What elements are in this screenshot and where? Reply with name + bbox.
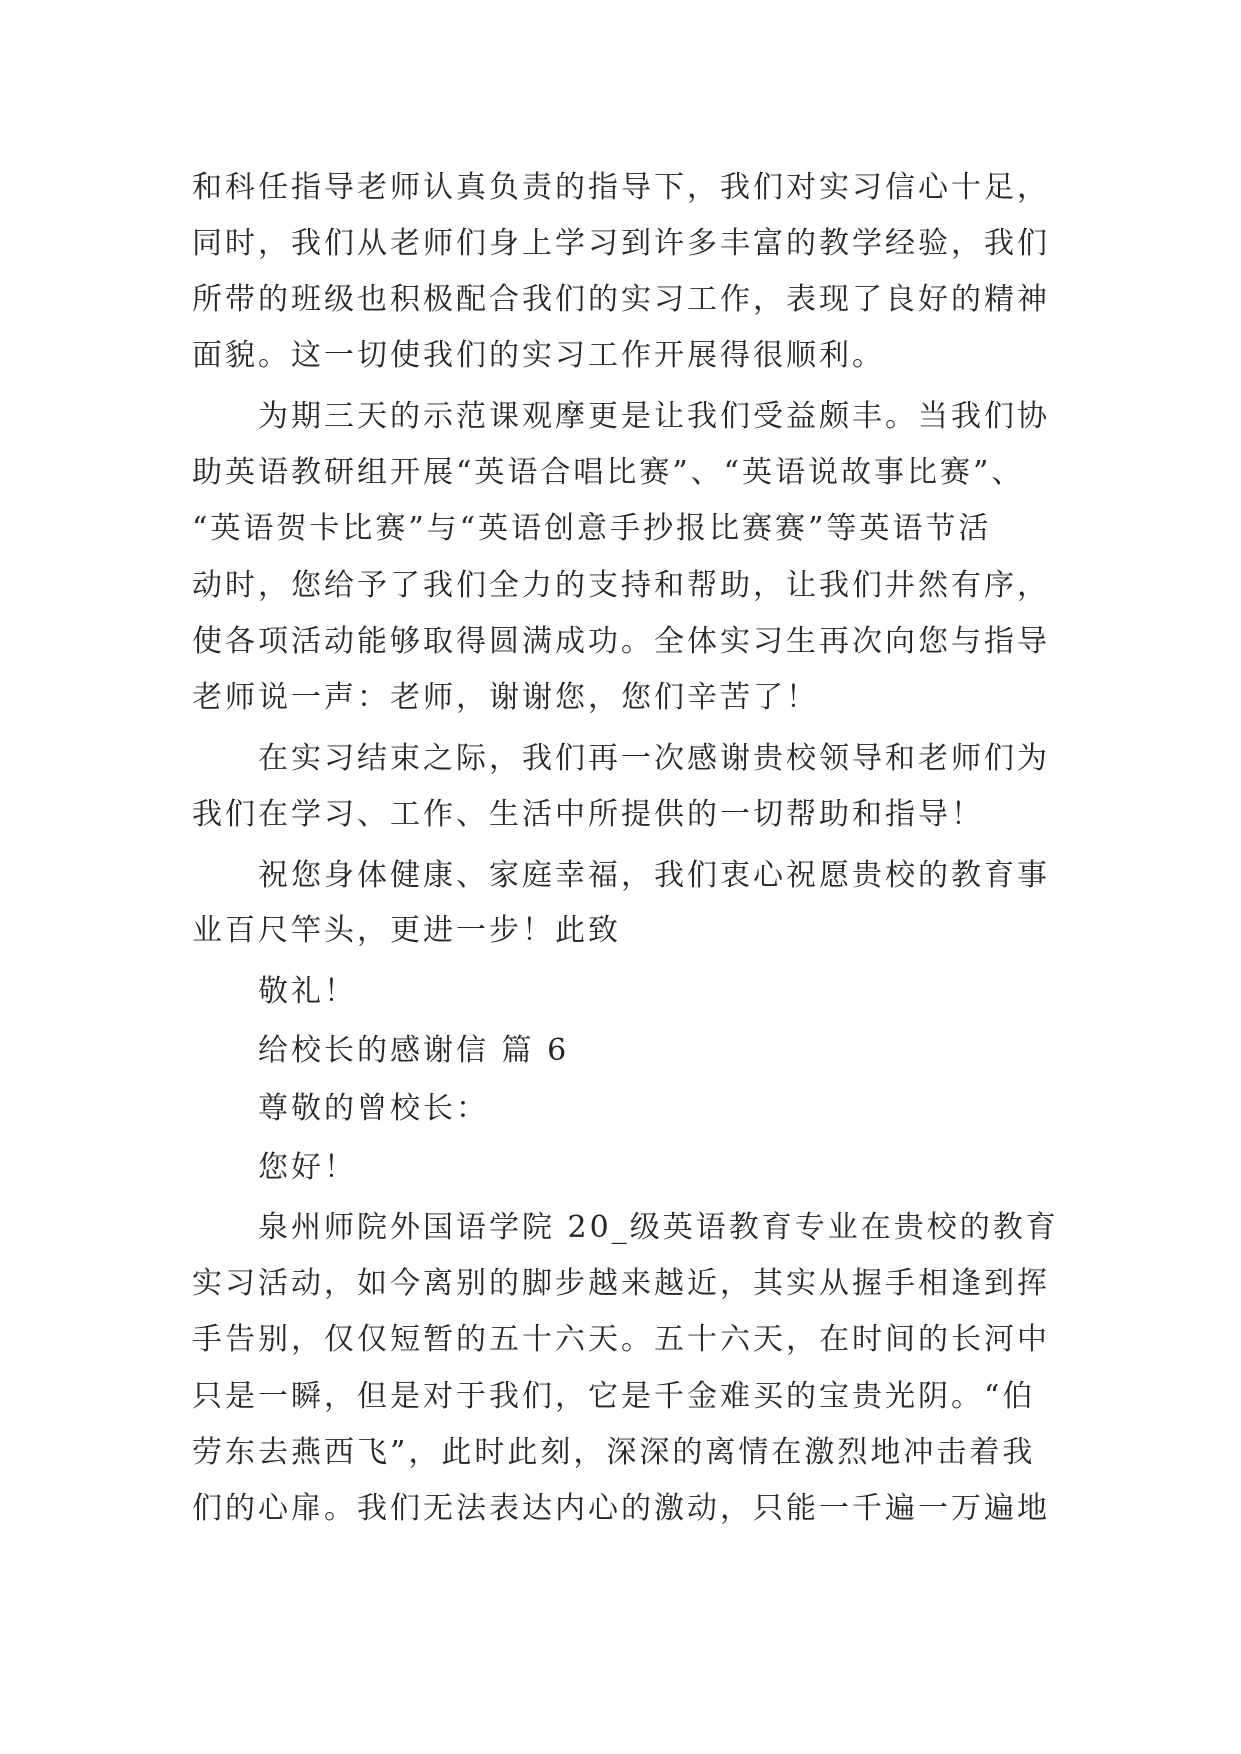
text-line: 们的心扉。我们无法表达内心的激动，只能一千遍一万遍地 xyxy=(192,1491,1050,1526)
text-line: 和科任指导老师认真负责的指导下，我们对实习信心十足， xyxy=(192,170,1050,205)
text-line: 助英语教研组开展“英语合唱比赛”、“英语说故事比赛”、 xyxy=(192,455,1025,490)
text-line: 使各项活动能够取得圆满成功。全体实习生再次向您与指导 xyxy=(192,624,1050,659)
text-line: 同时，我们从老师们身上学习到许多丰富的教学经验，我们 xyxy=(192,226,1050,261)
text-line: 只是一瞬，但是对于我们，它是千金难买的宝贵光阴。“伯 xyxy=(192,1379,1036,1414)
text-line: 面貌。这一切使我们的实习工作开展得很顺利。 xyxy=(192,338,885,373)
text-line: 业百尺竿头，更进一步！此致 xyxy=(192,913,621,948)
text-line: 我们在学习、工作、生活中所提供的一切帮助和指导！ xyxy=(192,797,984,832)
greeting: 您好！ xyxy=(258,1150,357,1185)
text-line: 劳东去燕西飞”，此时此刻，深深的离情在激烈地冲击着我 xyxy=(192,1435,1036,1470)
paragraph-start-line: 在实习结束之际，我们再一次感谢贵校领导和老师们为 xyxy=(258,741,1050,776)
section-heading: 给校长的感谢信 篇 6 xyxy=(258,1033,570,1068)
text-line: “英语贺卡比赛”与“英语创意手抄报比赛赛”等英语节活 xyxy=(192,511,992,546)
salutation: 尊敬的曾校长： xyxy=(258,1091,489,1126)
paragraph-start-line: 祝您身体健康、家庭幸福，我们衷心祝愿贵校的教育事 xyxy=(258,858,1050,893)
text-line: 老师说一声：老师，谢谢您，您们辛苦了！ xyxy=(192,680,819,715)
text-line: 手告别，仅仅短暂的五十六天。五十六天，在时间的长河中 xyxy=(192,1322,1050,1357)
paragraph-start-line: 泉州师院外国语学院 20_级英语教育专业在贵校的教育 xyxy=(258,1210,1059,1245)
text-line: 所带的班级也积极配合我们的实习工作，表现了良好的精神 xyxy=(192,282,1050,317)
text-line: 动时，您给予了我们全力的支持和帮助，让我们井然有序， xyxy=(192,568,1050,603)
paragraph-start-line: 为期三天的示范课观摩更是让我们受益颇丰。当我们协 xyxy=(258,399,1050,434)
text-line: 实习活动，如今离别的脚步越来越近，其实从握手相逢到挥 xyxy=(192,1266,1050,1301)
closing-salute: 敬礼！ xyxy=(258,974,357,1009)
